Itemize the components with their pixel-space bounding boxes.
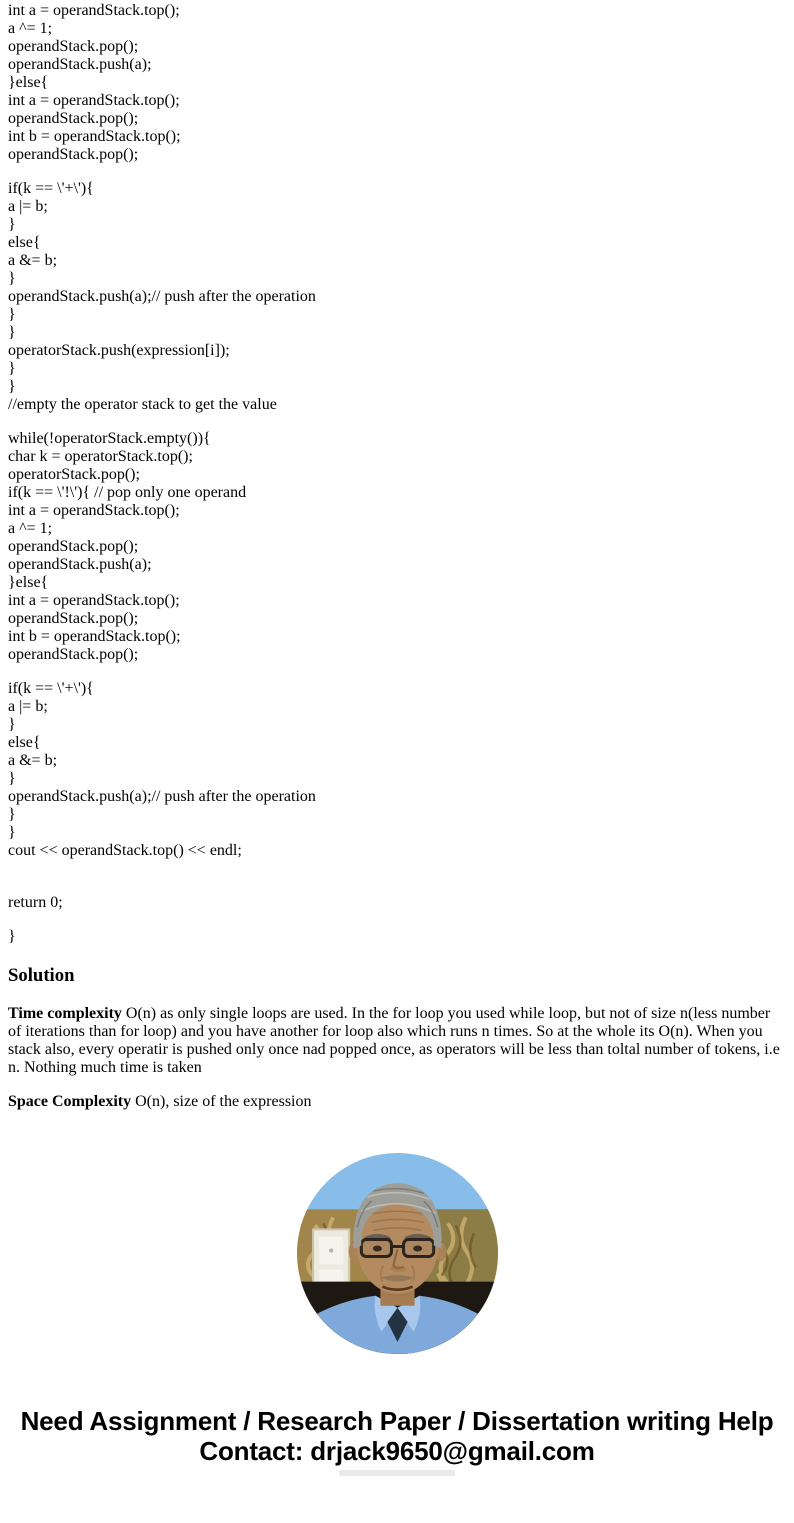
code-line: return 0; (8, 894, 63, 911)
code-line: operandStack.pop(); (8, 538, 139, 555)
code-line: } (8, 770, 16, 787)
code-line: operandStack.push(a);// push after the operation (8, 288, 316, 305)
code-paragraph (8, 680, 786, 860)
code-line: a ^= 1; (8, 20, 53, 37)
code-line: operandStack.pop(); (8, 38, 139, 55)
code-line: operandStack.push(a);// push after the operation (8, 788, 316, 805)
space-complexity-paragraph (8, 1093, 786, 1111)
code-line: char k = operatorStack.top(); (8, 448, 193, 465)
code-line: if(k == \'+\'){ (8, 180, 94, 197)
code-line: } (8, 270, 16, 287)
code-line: a &= b; (8, 252, 58, 269)
code-line: int a = operandStack.top(); (8, 92, 180, 109)
divider-bar (339, 1470, 455, 1476)
code-line: operandStack.pop(); (8, 146, 139, 163)
code-line: //empty the operator stack to get the value (8, 396, 277, 413)
code-line: a &= b; (8, 752, 58, 769)
space-complexity-text: O(n), size of the expression (131, 1093, 312, 1110)
code-line: } (8, 324, 16, 341)
code-line: }else{ (8, 74, 49, 91)
code-line: if(k == \'!\'){ // pop only one operand (8, 484, 247, 501)
footer-heading: Need Assignment / Research Paper / Dissertation writing Help (20, 1406, 774, 1436)
code-line: if(k == \'+\'){ (8, 680, 94, 697)
code-paragraph (8, 876, 786, 912)
code-line: } (8, 306, 16, 323)
code-line: int a = operandStack.top(); (8, 502, 180, 519)
code-line: a |= b; (8, 198, 48, 215)
code-paragraph (8, 430, 786, 664)
code-line: a ^= 1; (8, 520, 53, 537)
code-line: operandStack.pop(); (8, 610, 139, 627)
code-line: else{ (8, 234, 41, 251)
code-line: int a = operandStack.top(); (8, 2, 180, 19)
code-line: int b = operandStack.top(); (8, 628, 181, 645)
code-line: } (8, 716, 16, 733)
code-line: } (8, 928, 16, 945)
code-line: operatorStack.pop(); (8, 466, 140, 483)
person-avatar (297, 1153, 498, 1354)
code-line: int a = operandStack.top(); (8, 592, 180, 609)
code-block (8, 2, 786, 946)
code-line: while(!operatorStack.empty()){ (8, 430, 211, 447)
code-paragraph (8, 928, 786, 946)
code-line: operandStack.push(a); (8, 556, 152, 573)
code-line: else{ (8, 734, 41, 751)
code-line: }else{ (8, 574, 49, 591)
code-line: operatorStack.push(expression[i]); (8, 342, 230, 359)
code-line: cout << operandStack.top() << endl; (8, 842, 242, 859)
code-paragraph (8, 2, 786, 164)
time-complexity-label: Time complexity (8, 1005, 122, 1022)
code-line: operandStack.pop(); (8, 646, 139, 663)
code-line: int b = operandStack.top(); (8, 128, 181, 145)
time-complexity-paragraph (8, 1005, 786, 1077)
code-line: } (8, 806, 16, 823)
profile-photo (8, 1153, 786, 1354)
code-line (8, 876, 786, 894)
space-complexity-label: Space Complexity (8, 1093, 132, 1110)
footer-contact-email: Contact: drjack9650@gmail.com (199, 1436, 595, 1466)
code-line: } (8, 360, 16, 377)
code-line: operandStack.push(a); (8, 56, 152, 73)
time-complexity-text: O(n) as only single loops are used. In the for loop you used while loop, but not of size n(less number of iterations than for loop) and you have another for loop also which runs n times. So at the whole its O(n). When you stack also, every operatir is pushed only once nad popped once, as operators will be less than toltal number of tokens, i.e n. Nothing much time is taken (8, 1005, 780, 1076)
code-line: } (8, 824, 16, 841)
footer-banner (8, 1406, 786, 1476)
code-line: } (8, 216, 16, 233)
solution-heading: Solution (8, 965, 75, 986)
code-paragraph (8, 180, 786, 414)
code-line: a |= b; (8, 698, 48, 715)
code-line: operandStack.pop(); (8, 110, 139, 127)
code-line: } (8, 378, 16, 395)
